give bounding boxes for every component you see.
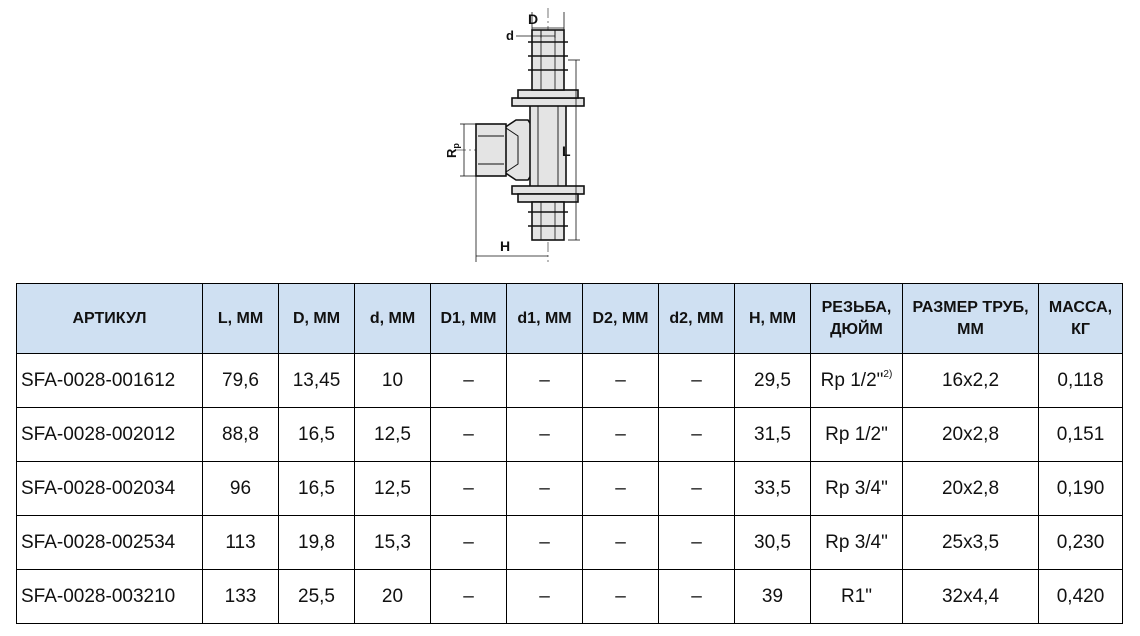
header-d1: d1, ММ bbox=[507, 284, 583, 354]
cell-D1: – bbox=[431, 516, 507, 570]
cell-mass: 0,118 bbox=[1039, 354, 1123, 408]
cell-d1: – bbox=[507, 516, 583, 570]
cell-D1: – bbox=[431, 354, 507, 408]
cell-d2: – bbox=[659, 462, 735, 516]
top-spigot bbox=[528, 30, 568, 90]
thread-value: Rp 3/4" bbox=[825, 531, 888, 553]
cell-mass: 0,190 bbox=[1039, 462, 1123, 516]
cell-d: 15,3 bbox=[355, 516, 431, 570]
cell-H: 30,5 bbox=[735, 516, 811, 570]
cell-H: 31,5 bbox=[735, 408, 811, 462]
cell-d: 10 bbox=[355, 354, 431, 408]
header-D1: D1, ММ bbox=[431, 284, 507, 354]
cell-d1: – bbox=[507, 354, 583, 408]
cell-D: 13,45 bbox=[279, 354, 355, 408]
header-row bbox=[17, 284, 1123, 354]
cell-article: SFA-0028-001612 bbox=[17, 354, 203, 408]
cell-D1: – bbox=[431, 570, 507, 624]
cell-d: 12,5 bbox=[355, 408, 431, 462]
cell-L: 133 bbox=[203, 570, 279, 624]
cell-d2: – bbox=[659, 354, 735, 408]
spec-table bbox=[16, 283, 1123, 624]
label-R: R bbox=[444, 148, 459, 158]
cell-pipe-size: 20x2,8 bbox=[903, 462, 1039, 516]
footnote-marker: 2) bbox=[883, 369, 893, 380]
cell-d: 20 bbox=[355, 570, 431, 624]
header-D: D, ММ bbox=[279, 284, 355, 354]
cell-d1: – bbox=[507, 570, 583, 624]
header-D2: D2, ММ bbox=[583, 284, 659, 354]
label-Rp bbox=[444, 143, 461, 158]
label-H: H bbox=[500, 238, 511, 254]
cell-d2: – bbox=[659, 516, 735, 570]
thread-value: Rp 1/2" bbox=[825, 423, 888, 445]
cell-thread bbox=[811, 570, 903, 624]
cell-thread bbox=[811, 354, 903, 408]
header-d: d, ММ bbox=[355, 284, 431, 354]
label-L: L bbox=[562, 143, 571, 159]
header-article: АРТИКУЛ bbox=[17, 284, 203, 354]
cell-d1: – bbox=[507, 408, 583, 462]
cell-D1: – bbox=[431, 462, 507, 516]
thread-value: Rp 1/2" bbox=[820, 370, 884, 391]
cell-article: SFA-0028-002534 bbox=[17, 516, 203, 570]
cell-L: 88,8 bbox=[203, 408, 279, 462]
cell-mass: 0,230 bbox=[1039, 516, 1123, 570]
cell-D2: – bbox=[583, 408, 659, 462]
fitting-diagram bbox=[420, 0, 640, 268]
cell-thread bbox=[811, 462, 903, 516]
cell-mass: 0,151 bbox=[1039, 408, 1123, 462]
table-row bbox=[17, 570, 1123, 624]
label-d: d bbox=[506, 28, 514, 43]
cell-mass: 0,420 bbox=[1039, 570, 1123, 624]
table-row bbox=[17, 408, 1123, 462]
cell-d2: – bbox=[659, 408, 735, 462]
header-d2: d2, ММ bbox=[659, 284, 735, 354]
cell-thread bbox=[811, 516, 903, 570]
cell-D: 25,5 bbox=[279, 570, 355, 624]
label-R-sub: p bbox=[451, 143, 461, 149]
cell-L: 113 bbox=[203, 516, 279, 570]
cell-pipe-size: 20x2,8 bbox=[903, 408, 1039, 462]
cell-D: 16,5 bbox=[279, 408, 355, 462]
cell-article: SFA-0028-003210 bbox=[17, 570, 203, 624]
cell-H: 33,5 bbox=[735, 462, 811, 516]
cell-H: 39 bbox=[735, 570, 811, 624]
cell-article: SFA-0028-002034 bbox=[17, 462, 203, 516]
threaded-branch bbox=[476, 120, 538, 180]
cell-D2: – bbox=[583, 354, 659, 408]
label-D: D bbox=[528, 11, 539, 27]
bottom-spigot bbox=[528, 202, 568, 240]
header-L: L, ММ bbox=[203, 284, 279, 354]
cell-D: 19,8 bbox=[279, 516, 355, 570]
cell-D2: – bbox=[583, 516, 659, 570]
cell-article: SFA-0028-002012 bbox=[17, 408, 203, 462]
header-mass: МАССА, КГ bbox=[1039, 284, 1123, 354]
header-thread: РЕЗЬБА, ДЮЙМ bbox=[811, 284, 903, 354]
cell-thread bbox=[811, 408, 903, 462]
cell-D1: – bbox=[431, 408, 507, 462]
cell-D: 16,5 bbox=[279, 462, 355, 516]
cell-pipe-size: 16x2,2 bbox=[903, 354, 1039, 408]
cell-d2: – bbox=[659, 570, 735, 624]
cell-D2: – bbox=[583, 462, 659, 516]
cell-L: 96 bbox=[203, 462, 279, 516]
header-pipe-size: РАЗМЕР ТРУБ, ММ bbox=[903, 284, 1039, 354]
cell-D2: – bbox=[583, 570, 659, 624]
cell-L: 79,6 bbox=[203, 354, 279, 408]
cell-pipe-size: 25x3,5 bbox=[903, 516, 1039, 570]
cell-H: 29,5 bbox=[735, 354, 811, 408]
cell-d: 12,5 bbox=[355, 462, 431, 516]
table-row bbox=[17, 516, 1123, 570]
table-row bbox=[17, 354, 1123, 408]
thread-value: R1" bbox=[840, 585, 873, 607]
table-row bbox=[17, 462, 1123, 516]
thread-value: Rp 3/4" bbox=[825, 477, 888, 499]
header-H: H, ММ bbox=[735, 284, 811, 354]
cell-pipe-size: 32x4,4 bbox=[903, 570, 1039, 624]
cell-d1: – bbox=[507, 462, 583, 516]
